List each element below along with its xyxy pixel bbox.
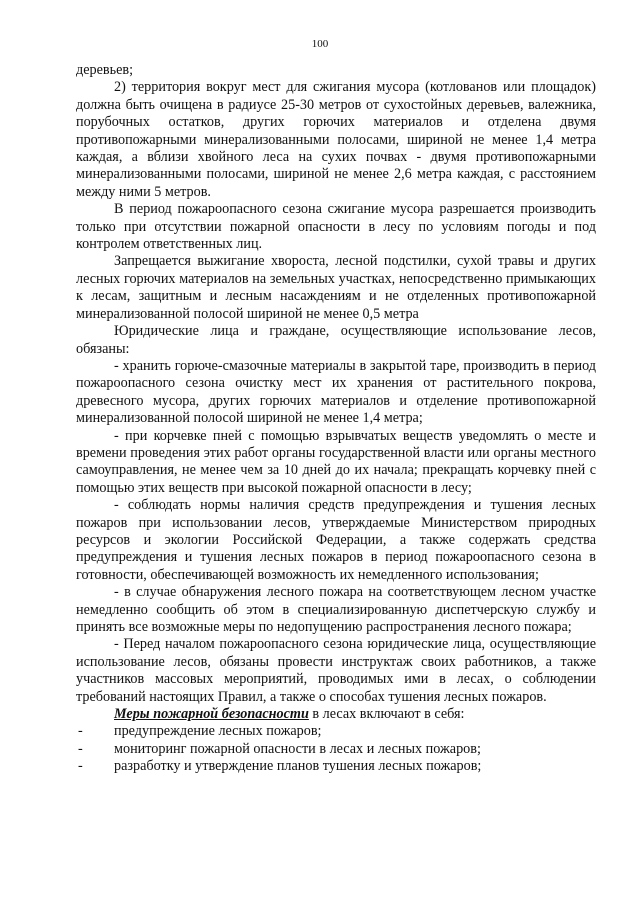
list-item-text: мониторинг пожарной опасности в лесах и лесных пожаров; [114, 740, 481, 757]
paragraph-prohibition: Запрещается выжигание хвороста, лесной подстилки, сухой травы и других лесных горючих материалов на земельных участках, непосредственно примыкающих к лесам, защитным и лесным насаждениям и не отделенных противопожарной минерализованной полосой шириной не менее 0,5 метра [76, 253, 596, 322]
page-number: 100 [311, 38, 329, 50]
paragraph-fire-season-burning: В период пожароопасного сезона сжигание мусора разрешается производить только при отсутствии пожарной опасности в лесу по условиям погоды и под контролем ответственных лиц. [76, 201, 596, 253]
measures-list [76, 723, 596, 775]
list-item-text: предупреждение лесных пожаров; [114, 723, 322, 740]
document-body [76, 62, 596, 776]
list-item-text: разработку и утверждение планов тушения лесных пожаров; [114, 758, 482, 775]
paragraph-burning-area: 2) территория вокруг мест для сжигания мусора (котлованов или площадок) должна быть очищена в радиусе 25-30 метров от сухостойных деревьев, валежника, порубочных остатков, других горючих материалов и отделена двумя противопожарными минерализованными полосами, шириной не менее 1,4 метра каждая, а вблизи хвойного леса на сухих почвах - двумя противопожарными минерализованными полосами, шириной не менее 2,6 метра каждая, с расстоянием между ними 5 метров. [76, 79, 596, 200]
obligation-briefing: - Перед началом пожароопасного сезона юридические лица, осуществляющие использование лесов, обязаны провести инструктаж своих работников, а также участников массовых мероприятий, проводимых ими в лесах, о соблюдении требований настоящих Правил, а также о способах тушения лесных пожаров. [76, 636, 596, 705]
obligation-fuel-storage: - хранить горюче-смазочные материалы в закрытой таре, производить в период пожароопасного сезона очистку мест их хранения от растительного покрова, древесного мусора, других горючих материалов и отделение противопожарной минерализованной полосой шириной не менее 1,4 метра; [76, 357, 596, 427]
obligation-fire-report: - в случае обнаружения лесного пожара на соответствующем лесном участке немедленно сообщить об этом в специализированную диспетчерскую службу и принять все возможные меры по недопущению распространения лесного пожара; [76, 584, 596, 635]
paragraph-obligations-intro: Юридические лица и граждане, осуществляющие использование лесов, обязаны: [76, 323, 596, 357]
list-item [76, 741, 596, 758]
list-dash: - [78, 723, 83, 740]
list-item [76, 723, 596, 740]
obligation-stump-removal: - при корчевке пней с помощью взрывчатых веществ уведомлять о месте и времени проведения этих работ органы государственной власти или органы местного самоуправления, не менее чем за 10 дней до их начала; прекращать корчевку пней с помощью этих веществ при высокой пожарной опасности в лесу; [76, 427, 596, 496]
list-dash: - [78, 740, 83, 757]
paragraph-continuation: деревьев; [76, 62, 134, 78]
measures-heading [76, 706, 596, 723]
list-item [76, 758, 596, 775]
obligation-fire-equipment: - соблюдать нормы наличия средств предупреждения и тушения лесных пожаров при использовании лесов, утверждаемые Министерством природных ресурсов и экологии Российской Федерации, а также содержать средства предупреждения и тушения лесных пожаров в период пожароопасного сезона в готовности, обеспечивающей возможность их немедленного использования; [76, 497, 596, 583]
measures-heading-emphasis: Меры пожарной безопасности [114, 706, 309, 723]
measures-heading-rest: в лесах включают в себя: [308, 706, 465, 723]
list-dash: - [78, 758, 83, 775]
